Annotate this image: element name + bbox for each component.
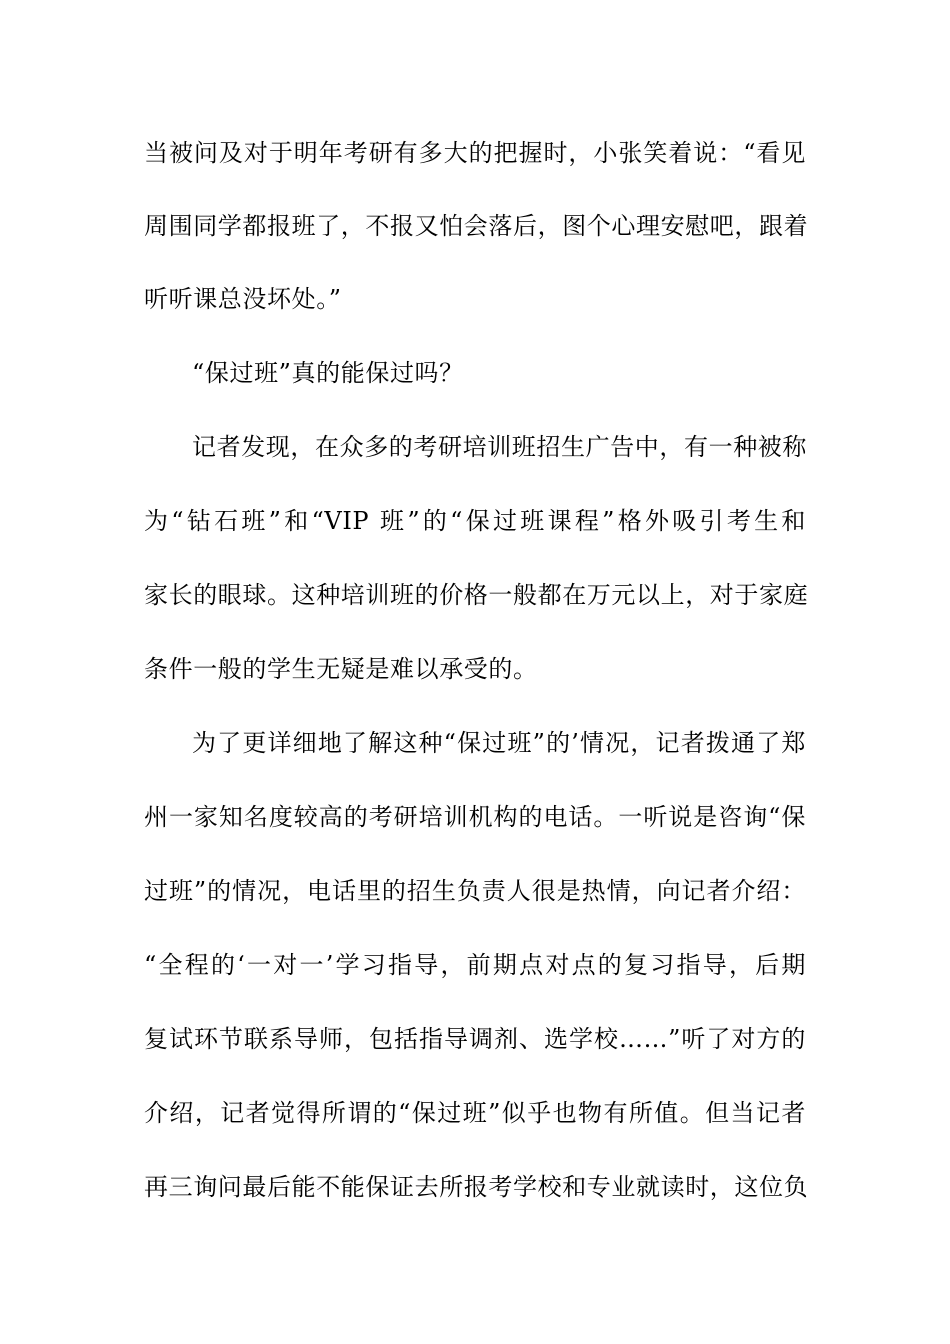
text-line: “全程的‘一对一’学习指导，前期点对点的复习指导，后期	[144, 951, 806, 979]
text-line: 再三询问最后能不能保证去所报考学校和专业就读时，这位负	[144, 1173, 809, 1201]
text-line: 复试环节联系导师，包括指导调剂、选学校……”听了对方的	[144, 1025, 806, 1053]
text-line: 介绍，记者觉得所谓的“保过班”似乎也物有所值。但当记者	[144, 1099, 806, 1127]
text-line: 为“钻石班”和“VIP 班”的“保过班课程”格外吸引考生和	[144, 507, 806, 535]
text-line: 条件一般的学生无疑是难以承受的。	[144, 655, 538, 683]
text-line: 为了更详细地了解这种“保过班”的’情况，记者拨通了郑	[192, 729, 806, 757]
text-line: 听听课总没坏处。”	[144, 285, 342, 313]
text-line: 过班”的情况，电话里的招生负责人很是热情，向记者介绍：	[144, 877, 806, 905]
section-heading: “保过班”真的能保过吗？	[192, 359, 464, 387]
text-line: 记者发现，在众多的考研培训班招生广告中，有一种被称	[192, 433, 807, 461]
text-line: 周围同学都报班了，不报又怕会落后，图个心理安慰吧，跟着	[144, 212, 809, 240]
text-line: 当被问及对于明年考研有多大的把握时，小张笑着说：“看见	[144, 139, 806, 167]
text-line: 家长的眼球。这种培训班的价格一般都在万元以上，对于家庭	[144, 581, 809, 609]
text-line: 州一家知名度较高的考研培训机构的电话。一听说是咨询“保	[144, 803, 806, 831]
